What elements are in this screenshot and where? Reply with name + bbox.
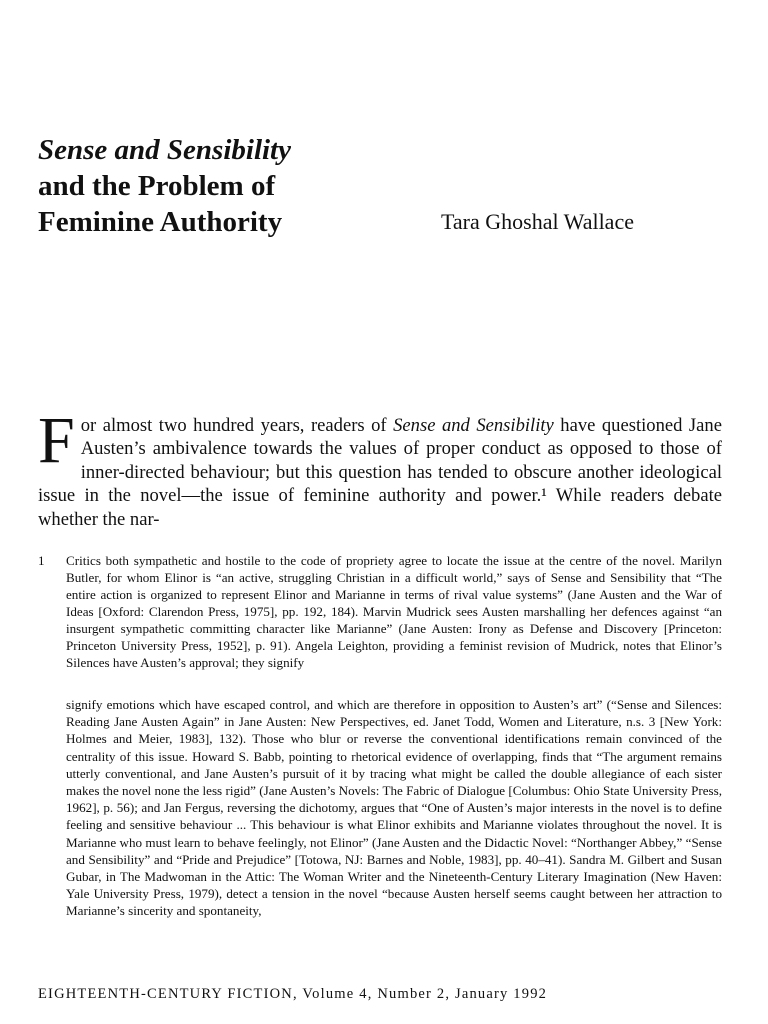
footnote-text: Critics both sympathetic and hostile to the code of propriety agree to locate the issue at the centre of the novel. Marilyn Butler, for whom Elinor is “an active, struggling Christian in a difficult world,” says of Sense and Sensibility that “The entire action is organized to represent Elinor and Marianne in terms of rival value systems” (Jane Austen and the War of Ideas [Oxford: Clarendon Press, 1975], pp. 192, 184). Marvin Mudrick sees Austen marshalling her defences against “an insurgent sympathetic committing character like Marianne” (Jane Austen: Irony as Defense and Discovery [Princeton: Princeton University Press, 1952], p. 91). Angela Leighton, providing a feminist revision of Mudrick, notes that Elinor’s Silences have Austen’s approval; they signify — [66, 553, 722, 670]
running-footer — [38, 986, 547, 1003]
author-name: Tara Ghoshal Wallace — [441, 209, 634, 234]
footnote-number: 1 — [38, 553, 45, 568]
drop-cap: F — [38, 404, 75, 477]
body-paragraph — [38, 404, 722, 531]
body-text-a: or almost two hundred years, readers of — [80, 415, 394, 436]
issue-details: , Volume 4, Number 2, January 1992 — [292, 986, 548, 1002]
footnote — [38, 552, 722, 671]
footnote-continuation: signify emotions which have escaped control, and which are therefore in opposition to Austen’s art” (“Sense and Silences: Reading Jane Austen Again” in Jane Austen: New Perspectives, ed. Janet Todd, Women and Literature, n.s. 3 [New York: Holmes and Meier, 1983], 132). Those who blur or reverse the conventional identifications remain convinced of the centrality of this issue. Howard S. Babb, pointing to rhetorical evidence of overlapping, finds that “The argument remains utterly conventional, and Jane Austen’s pursuit of it by tracing what might be called the double allegiance of each sister makes the novel none the less rigid” (Jane Austen’s Novels: The Fabric of Dialogue [Columbus: Ohio State University Press, 1962], p. 56); and Jan Fergus, reversing the dichotomy, argues that “One of Austen’s major interests in the novel is to define feeling and sensitive behaviour ... This behaviour is what Elinor exhibits and Marianne violates throughout the novel. It is Marianne who must learn to behave feelingly, not Elinor” (Jane Austen and the Didactic Novel: “Northanger Abbey,” “Sense and Sensibility” and “Pride and Prejudice” [Totowa, NJ: Barnes and Noble, 1983], pp. 40–41). Sandra M. Gilbert and Susan Gubar, in The Madwoman in the Attic: The Woman Writer and the Nineteenth-Century Literary Imagination (New Haven: Yale University Press, 1979), detect a tension in the novel “because Austen herself seems caught between her attraction to Marianne’s sincerity and spontaneity, — [66, 697, 722, 919]
title-line-3: Feminine Authority — [38, 206, 283, 238]
journal-name: EIGHTEENTH-CENTURY FICTION — [38, 986, 293, 1002]
title-line-1: Sense and Sensibility — [38, 134, 291, 166]
title-line-2: and the Problem of — [38, 170, 276, 202]
article-title — [38, 132, 291, 240]
body-text-b: have questioned Jane Austen’s ambivalence towards the values of proper conduct as opposed to those of inner-directed behaviour; but this question has tended to obscure another ideological issue in the novel—the issue of feminine authority and power.¹ While readers debate whether the nar- — [38, 415, 722, 530]
body-text-italic: Sense and Sensibility — [393, 415, 554, 436]
